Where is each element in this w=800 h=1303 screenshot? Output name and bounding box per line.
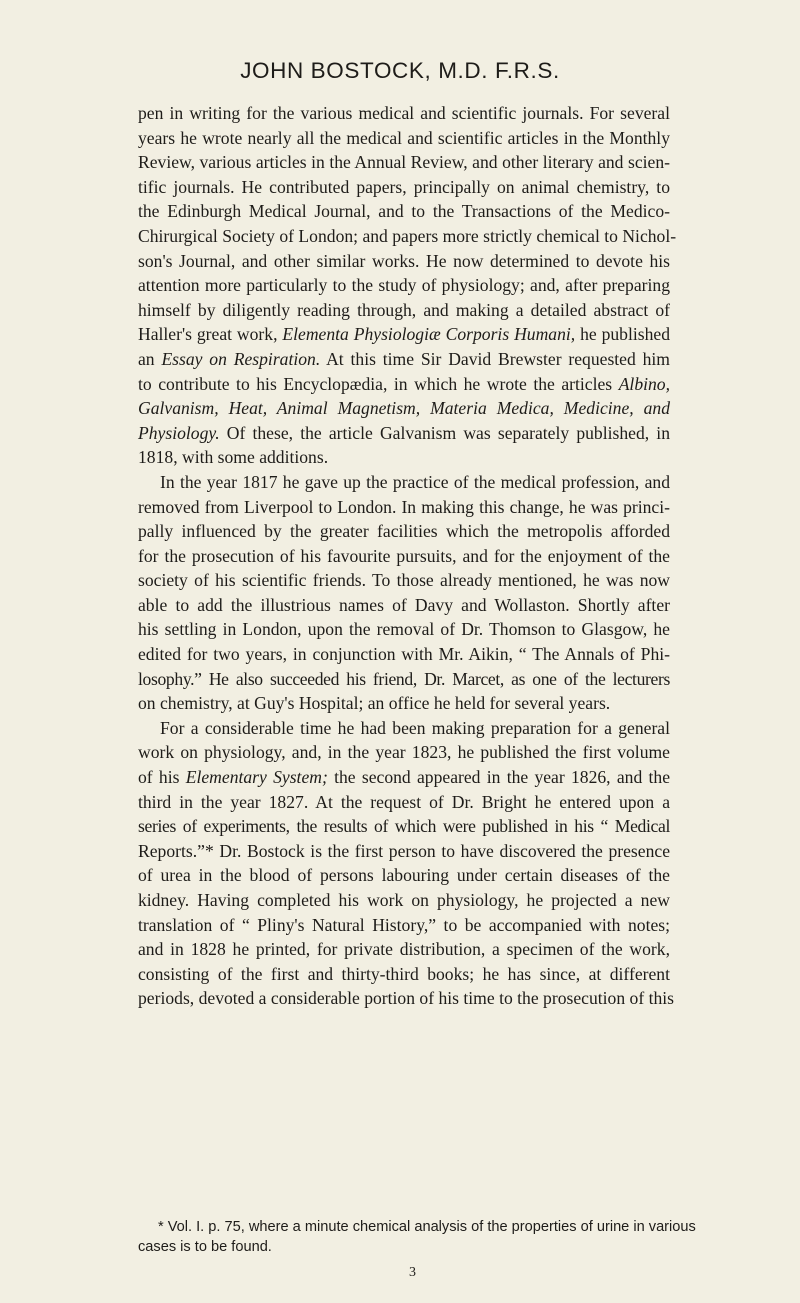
italic-title: Elementa Physiologiæ Corporis Humani, bbox=[282, 324, 576, 345]
text-line-with-italic bbox=[138, 347, 670, 372]
footnote-line: * Vol. I. p. 75, where a minute chemical analysis of the properties of urine in various bbox=[158, 1219, 696, 1235]
text-line: third in the year 1827. At the request of Dr. Bright he entered upon a bbox=[138, 791, 670, 812]
body-text bbox=[138, 101, 677, 1011]
text-line: his settling in London, upon the removal of Dr. Thomson to Glasgow, he bbox=[138, 619, 670, 640]
text-line: Review, various articles in the Annual Review, and other literary and scien- bbox=[138, 152, 670, 173]
italic-title: Physiology. bbox=[138, 422, 220, 443]
text-line: pen in writing for the various medical and scientific journals. For several bbox=[138, 103, 670, 123]
text-line: Reports.”* Dr. Bostock is the first person to have discovered the presence bbox=[138, 840, 670, 861]
page-number: 3 bbox=[409, 1265, 416, 1280]
text-line-with-italic bbox=[138, 396, 670, 421]
paragraph-end-line: 1818, with some additions. bbox=[138, 447, 329, 468]
paragraph-start-line: For a considerable time he had been making preparation for a general bbox=[160, 717, 670, 738]
text-line: edited for two years, in conjunction with Mr. Aikin, “ The Annals of Phi- bbox=[138, 644, 670, 665]
footnote bbox=[138, 1217, 696, 1257]
running-header: JOHN BOSTOCK, M.D. F.R.S. bbox=[240, 58, 560, 83]
text-line: losophy.” He also succeeded his friend, Dr. Marcet, as one of the lecturers bbox=[138, 668, 670, 689]
text-segment: Haller's great work, bbox=[138, 324, 283, 345]
text-segment: he published bbox=[575, 324, 670, 345]
text-line: series of experiments, the results of which were published in his “ Medical bbox=[138, 816, 670, 837]
text-segment: to contribute to his Encyclopædia, in which he wrote the articles bbox=[138, 373, 619, 394]
text-line-with-italic bbox=[138, 372, 670, 397]
text-line: years he wrote nearly all the medical and scientific articles in the Monthly bbox=[138, 127, 670, 148]
text-line: pally influenced by the greater facilities which the metropolis afforded bbox=[138, 521, 670, 542]
text-line: translation of “ Pliny's Natural History,” to be accompanied with notes; bbox=[138, 914, 670, 935]
text-line: work on physiology, and, in the year 1823, he published the first volume bbox=[138, 742, 670, 763]
text-line: the Edinburgh Medical Journal, and to the Transactions of the Medico- bbox=[138, 201, 670, 222]
italic-title: Albino, bbox=[618, 373, 670, 394]
text-line: removed from Liverpool to London. In making this change, he was princi- bbox=[138, 496, 670, 517]
text-line: consisting of the first and thirty-third books; he has since, at different bbox=[138, 963, 670, 984]
text-line: society of his scientific friends. To those already mentioned, he was now bbox=[138, 570, 670, 591]
text-segment: the second appeared in the year 1826, and the bbox=[327, 767, 671, 788]
text-line: attention more particularly to the study of physiology; and, after preparing bbox=[138, 275, 670, 296]
text-segment: an bbox=[138, 348, 162, 369]
text-segment: Of these, the article Galvanism was separately published, in bbox=[219, 422, 670, 443]
text-line: for the prosecution of his favourite pursuits, and for the enjoyment of the bbox=[138, 545, 670, 566]
text-line: himself by diligently reading through, and making a detailed abstract of bbox=[138, 299, 670, 320]
italic-title: Essay on Respiration. bbox=[161, 348, 321, 369]
footnote-line: cases is to be found. bbox=[138, 1239, 272, 1255]
text-line: periods, devoted a considerable portion of his time to the prosecution of this bbox=[138, 988, 674, 1009]
text-line: son's Journal, and other similar works. He now determined to devote his bbox=[138, 250, 670, 271]
italic-title: Galvanism, Heat, Animal Magnetism, Materia Medica, Medicine, and bbox=[138, 398, 670, 419]
text-segment: of his bbox=[138, 767, 186, 788]
text-line-with-italic bbox=[138, 765, 670, 790]
text-segment: At this time Sir David Brewster requested him bbox=[320, 348, 670, 369]
text-line-with-italic bbox=[138, 322, 670, 347]
paragraph-start-line: In the year 1817 he gave up the practice of the medical profession, and bbox=[160, 471, 670, 492]
text-line: able to add the illustrious names of Davy and Wollaston. Shortly after bbox=[138, 594, 670, 615]
text-line-with-italic bbox=[138, 421, 670, 446]
paragraph-end-line: on chemistry, at Guy's Hospital; an office he held for several years. bbox=[138, 693, 611, 714]
text-line: tific journals. He contributed papers, principally on animal chemistry, to bbox=[138, 176, 670, 197]
text-line: kidney. Having completed his work on physiology, he projected a new bbox=[138, 890, 670, 910]
text-line: Chirurgical Society of London; and papers more strictly chemical to Nichol- bbox=[138, 225, 677, 246]
text-line: of urea in the blood of persons labouring under certain diseases of the bbox=[138, 865, 670, 886]
italic-title: Elementary System; bbox=[185, 767, 328, 788]
text-line: and in 1828 he printed, for private distribution, a specimen of the work, bbox=[138, 939, 670, 960]
